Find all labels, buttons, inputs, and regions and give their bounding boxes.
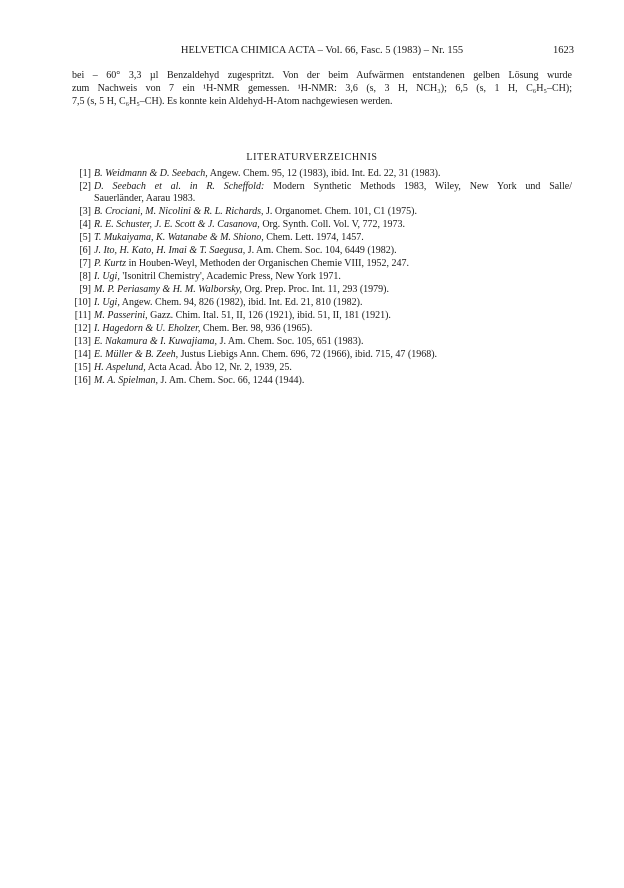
reference-authors: B. Weidmann & D. Seebach, [94,168,208,179]
reference-text [94,323,572,335]
reference-number: [13] [74,336,91,347]
reference-item [72,284,572,296]
reference-citation: J. Am. Chem. Soc. 66, 1244 (1944). [157,375,305,386]
reference-item [72,375,572,387]
reference-continuation: Sauerländer, Aarau 1983. [94,193,196,204]
reference-citation: J. Am. Chem. Soc. 104, 6449 (1982). [245,245,397,256]
reference-authors: P. Kurtz [94,258,127,269]
reference-item [72,168,572,180]
reference-authors: J. Ito, H. Kato, H. Imai & T. Saegusa, [94,245,246,256]
reference-text [94,284,572,296]
reference-number: [3] [79,206,91,217]
running-head [70,44,574,58]
reference-authors: M. Passerini, [94,310,148,321]
journal-header: HELVETICA CHIMICA ACTA – Vol. 66, Fasc. 5 (1983) – Nr. 155 [180,45,464,56]
reference-number: [15] [74,362,91,373]
reference-number: [1] [79,168,91,179]
reference-authors: H. Aspelund, [94,362,146,373]
reference-number: [5] [79,232,91,243]
reference-text [94,232,572,244]
reference-item [72,271,572,283]
reference-number: [2] [79,181,91,192]
reference-item [72,232,572,244]
reference-text [94,168,572,180]
reference-item [72,336,572,348]
reference-number: [16] [74,375,91,386]
reference-citation: Org. Prep. Proc. Int. 11, 293 (1979). [242,284,389,295]
body-line: 7,5 (s, 5 H, C₆H₅–CH). Es konnte kein Aldehyd-H-Atom nachgewiesen werden. [72,96,393,107]
reference-text [94,362,572,374]
reference-text [94,219,572,231]
reference-text [94,297,572,309]
reference-citation: in Houben-Weyl, Methoden der Organischen Chemie VIII, 1952, 247. [126,258,409,269]
reference-citation: Chem. Lett. 1974, 1457. [263,232,364,243]
reference-text [94,349,572,361]
reference-citation: Chem. Ber. 98, 936 (1965). [200,323,313,334]
reference-list [72,168,572,388]
reference-item [72,245,572,257]
reference-text [94,258,572,270]
reference-number: [10] [74,297,91,308]
reference-number: [12] [74,323,91,334]
reference-text [94,271,572,283]
reference-authors: I. Ugi, [94,297,120,308]
reference-authors: I. Hagedorn & U. Eholzer, [94,323,201,334]
reference-item [72,181,572,205]
reference-citation: Gazz. Chim. Ital. 51, II, 126 (1921), ibid. 51, II, 181 (1921). [147,310,391,321]
reference-authors: I. Ugi, [94,271,120,282]
reference-citation: J. Am. Chem. Soc. 105, 651 (1983). [217,336,364,347]
reference-citation: Angew. Chem. 94, 826 (1982), ibid. Int. Ed. 21, 810 (1982). [119,297,363,308]
reference-citation: Org. Synth. Coll. Vol. V, 772, 1973. [259,219,406,230]
reference-text [94,181,572,193]
reference-text [94,245,572,257]
section-title: LITERATURVERZEICHNIS [246,152,378,163]
reference-authors: E. Nakamura & I. Kuwajiama, [94,336,218,347]
reference-number: [7] [79,258,91,269]
reference-number: [8] [79,271,91,282]
reference-authors: T. Mukaiyama, K. Watanabe & M. Shiono, [94,232,264,243]
reference-number: [4] [79,219,91,230]
reference-authors: D. Seebach et al. in R. Scheffold: [94,181,265,192]
reference-citation: 'Isonitril Chemistry', Academic Press, New York 1971. [119,271,341,282]
reference-text [94,206,572,218]
reference-citation: Modern Synthetic Methods 1983, Wiley, New York und Salle/ [264,181,572,192]
reference-text [94,375,572,387]
body-line: zum Nachweis von 7 ein ¹H-NMR gemessen. ¹H-NMR: 3,6 (s, 3 H, NCH₃); 6,5 (s, 1 H, C₆H₅–CH); [72,83,572,94]
reference-item [72,323,572,335]
reference-item [72,362,572,374]
reference-item [72,206,572,218]
experimental-paragraph [72,69,572,108]
reference-text [94,336,572,348]
page-number: 1623 [553,45,574,56]
reference-authors: E. Müller & B. Zeeh, [94,349,179,360]
reference-citation: Justus Liebigs Ann. Chem. 696, 72 (1966), ibid. 715, 47 (1968). [178,349,438,360]
reference-authors: M. P. Periasamy & H. M. Walborsky, [94,284,243,295]
reference-number: [14] [74,349,91,360]
reference-authors: M. A. Spielman, [94,375,158,386]
reference-citation: Acta Acad. Åbo 12, Nr. 2, 1939, 25. [145,362,292,373]
reference-number: [9] [79,284,91,295]
reference-item [72,297,572,309]
reference-item [72,349,572,361]
reference-authors: R. E. Schuster, J. E. Scott & J. Casanova, [94,219,260,230]
body-line: bei – 60° 3,3 µl Benzaldehyd zugespritzt. Von der beim Aufwärmen entstandenen gelben Lösung wurde [72,70,572,81]
reference-item [72,310,572,322]
reference-number: [6] [79,245,91,256]
reference-item [72,219,572,231]
reference-number: [11] [74,310,91,321]
reference-citation: Angew. Chem. 95, 12 (1983), ibid. Int. Ed. 22, 31 (1983). [207,168,441,179]
reference-text [94,310,572,322]
reference-item [72,258,572,270]
reference-citation: J. Organomet. Chem. 101, C1 (1975). [263,206,417,217]
reference-authors: B. Crociani, M. Nicolini & R. L. Richards, [94,206,264,217]
